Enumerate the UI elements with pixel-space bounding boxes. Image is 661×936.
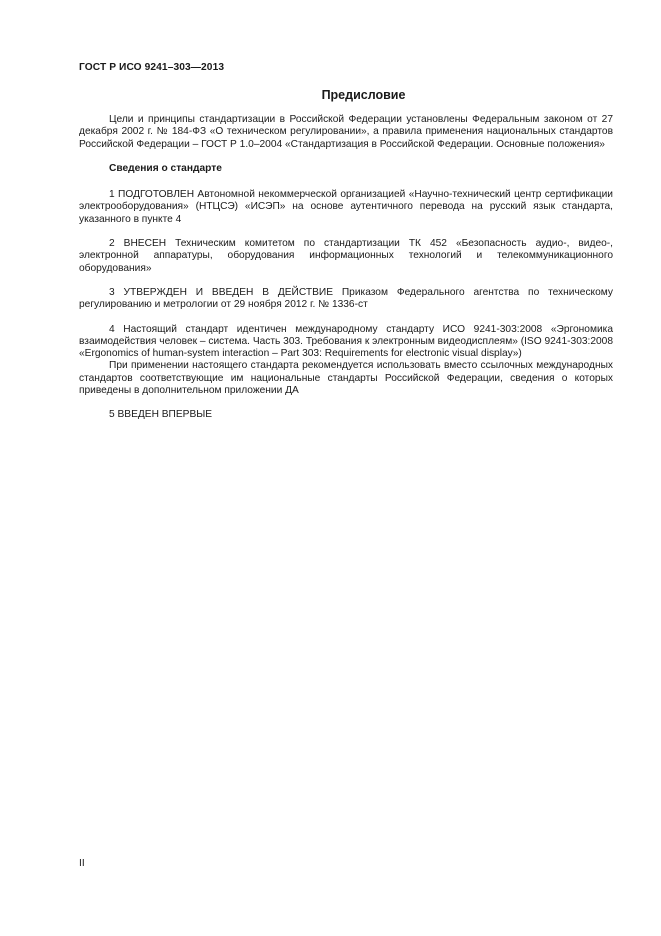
section-title: Предисловие xyxy=(321,88,406,102)
standard-info-subheading: Сведения о стандарте xyxy=(109,162,222,174)
item-identical-note: При применении настоящего стандарта рекомендуется использовать вместо ссылочных международных стандартов соответствующие им национальные стандарты Российской Федерации, сведения о которых приведены в дополнительном приложении ДА xyxy=(79,360,613,397)
intro-paragraph: Цели и принципы стандартизации в Российской Федерации установлены Федеральным законом от 27 декабря 2002 г. № 184-ФЗ «О техническом регулировании», а правила применения национальных стандартов Российской Федерации – ГОСТ Р 1.0–2004 «Стандартизация в Российской Федерации. Основные положения» xyxy=(79,114,613,150)
page-number: II xyxy=(79,858,85,869)
item-introduced: 2 ВНЕСЕН Техническим комитетом по стандартизации ТК 452 «Безопасность аудио-, видео-, электронной аппаратуры, оборудования информационных технологий и телекоммуникационного оборудования» xyxy=(79,238,613,274)
item-approved: 3 УТВЕРЖДЕН И ВВЕДЕН В ДЕЙСТВИЕ Приказом Федерального агентства по техническому регулированию и метрологии от 29 ноября 2012 г. № 1336-ст xyxy=(79,286,613,311)
foreword-body xyxy=(79,114,613,422)
item-first-introduced: 5 ВВЕДЕН ВПЕРВЫЕ xyxy=(109,409,213,421)
document-code-header: ГОСТ Р ИСО 9241–303—2013 xyxy=(79,62,225,73)
item-prepared: 1 ПОДГОТОВЛЕН Автономной некоммерческой организацией «Научно-технический центр сертификации электрооборудования» (НТЦСЭ) «ИСЭП» на основе аутентичного перевода на русский язык стандарта, указанного в пункте 4 xyxy=(79,189,613,225)
item-identical-standard: 4 Настоящий стандарт идентичен международному стандарту ИСО 9241-303:2008 «Эргономика взаимодействия человек – система. Часть 303. Требования к электронным видеодисплеям» (ISO 9241-303:2008 «Ergonomics of human-system interaction – Part 303: Requirements for electronic visual display») xyxy=(79,323,614,360)
